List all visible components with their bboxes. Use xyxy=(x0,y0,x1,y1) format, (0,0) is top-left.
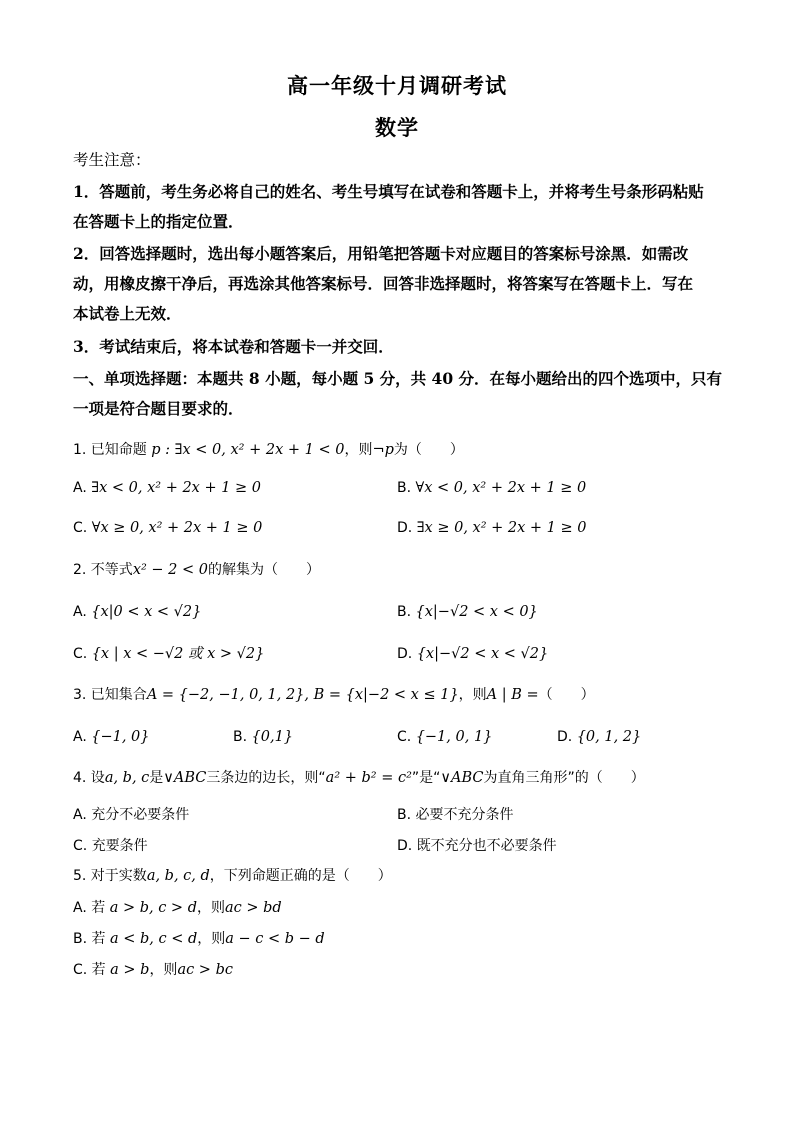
q3-stem-math: A = {−2, −1, 0, 1, 2}, B = {x|−2 < x ≤ 1} xyxy=(146,687,459,703)
option-label: D. xyxy=(397,838,413,854)
option-label: B. xyxy=(233,729,248,745)
option-math: ∃x < 0, x² + 2x + 1 ≥ 0 xyxy=(91,480,262,496)
section-1-heading-line-1: 一、单项选择题：本题共 8 小题，每小题 5 分，共 40 分．在每小题给出的四个选项中，只有 xyxy=(73,369,723,388)
option-label: B. xyxy=(397,604,412,620)
q5-stem-math: a, b, c, d xyxy=(146,868,210,884)
q1-stem-math-2: ¬p xyxy=(372,442,394,458)
option-math: {0, 1, 2} xyxy=(576,729,642,745)
option-math: ∀x ≥ 0, x² + 2x + 1 ≥ 0 xyxy=(91,520,263,536)
q1-stem xyxy=(73,440,464,460)
q4-stem xyxy=(73,768,645,788)
option-math-2: ac > bd xyxy=(224,900,282,916)
option-text: ，则 xyxy=(149,962,178,978)
option-math-2: ac > bc xyxy=(177,962,233,978)
q4-stem-text-5: 为直角三角形”的（ ） xyxy=(483,770,645,786)
instruction-1-line-1: 1．答题前，考生务必将自己的姓名、考生号填写在试卷和答题卡上，并将考生号条形码粘贴 xyxy=(73,182,704,201)
q4-stem-math-3: a² + b² = c² xyxy=(325,770,412,786)
option-label: B. xyxy=(397,807,412,823)
q1-stem-math: p : ∃x < 0, x² + 2x + 1 < 0 xyxy=(151,442,345,458)
instruction-2-line-1: 2．回答选择题时，选出每小题答案后，用铅笔把答题卡对应题目的答案标号涂黑．如需改 xyxy=(73,244,689,263)
q4-stem-text: 4. 设 xyxy=(73,770,105,786)
q3-stem-text-3: （ ） xyxy=(538,687,595,703)
option-math: a > b xyxy=(110,962,150,978)
option-label: B. xyxy=(397,480,412,496)
option-math: {0,1} xyxy=(251,729,294,745)
option-text: 充要条件 xyxy=(91,838,148,854)
q4-option-a xyxy=(73,805,189,825)
option-label: C. 若 xyxy=(73,962,106,978)
q4-option-c xyxy=(73,836,148,856)
q2-option-b xyxy=(397,602,538,622)
q3-option-b xyxy=(233,727,293,747)
q4-stem-math-2: ∨ABC xyxy=(163,770,207,786)
q4-option-b xyxy=(397,805,514,825)
option-math: a < b, c < d xyxy=(109,931,198,947)
q3-option-a xyxy=(73,727,150,747)
q3-option-c xyxy=(397,727,492,747)
instruction-1-line-2: 在答题卡上的指定位置． xyxy=(73,212,244,231)
option-label: A. xyxy=(73,729,87,745)
instruction-2-line-2: 动，用橡皮擦干净后，再选涂其他答案标号．回答非选择题时，将答案写在答题卡上．写在 xyxy=(73,274,694,293)
q3-stem-text: 3. 已知集合 xyxy=(73,687,147,703)
option-math: {x|−√2 < x < √2} xyxy=(416,646,549,662)
q2-option-c xyxy=(73,644,264,664)
option-label: A. 若 xyxy=(73,900,106,916)
q1-option-b xyxy=(397,478,586,498)
instruction-2-line-3: 本试卷上无效． xyxy=(73,304,182,323)
option-label: C. xyxy=(73,838,88,854)
option-math: {x|−√2 < x < 0} xyxy=(415,604,538,620)
q2-stem-text-2: 的解集为（ ） xyxy=(208,562,320,578)
q5-stem-text-2: ，下列命题正确的是（ ） xyxy=(209,868,392,884)
option-label: D. xyxy=(397,520,413,536)
q2-option-a xyxy=(73,602,201,622)
q5-option-c xyxy=(73,960,233,980)
q1-option-a xyxy=(73,478,261,498)
exam-title: 高一年级十月调研考试 xyxy=(287,73,507,98)
option-text: 既不充分也不必要条件 xyxy=(416,838,557,854)
q4-stem-math-4: ∨ABC xyxy=(440,770,484,786)
option-math: a > b, c > d xyxy=(109,900,197,916)
q5-option-b xyxy=(73,929,325,949)
q1-option-c xyxy=(73,518,262,538)
q1-stem-text-3: 为（ ） xyxy=(393,442,464,458)
option-label: C. xyxy=(397,729,412,745)
section-1-heading-line-2: 一项是符合题目要求的． xyxy=(73,399,244,418)
q2-stem-text: 2. 不等式 xyxy=(73,562,133,578)
option-text: ，则 xyxy=(196,900,225,916)
option-label: A. xyxy=(73,480,87,496)
q1-option-d xyxy=(397,518,587,538)
option-text: 充分不必要条件 xyxy=(91,807,190,823)
option-label: C. xyxy=(73,646,88,662)
option-math: ∃x ≥ 0, x² + 2x + 1 ≥ 0 xyxy=(416,520,587,536)
q4-stem-text-3: 三条边的边长，则“ xyxy=(206,770,326,786)
option-math-2: a − c < b − d xyxy=(225,931,325,947)
option-label: A. xyxy=(73,807,87,823)
q3-stem xyxy=(73,685,595,705)
exam-subject: 数学 xyxy=(375,115,419,140)
option-math: {x|0 < x < √2} xyxy=(91,604,202,620)
q3-stem-math-2: A | B = xyxy=(486,687,539,703)
option-math: ∀x < 0, x² + 2x + 1 ≥ 0 xyxy=(415,480,587,496)
q5-option-a xyxy=(73,898,282,918)
q1-stem-text-2: ，则 xyxy=(344,442,373,458)
q4-stem-text-2: 是 xyxy=(149,770,164,786)
option-math: {x | x < −√2 或 x > √2} xyxy=(91,646,265,662)
option-math: {−1, 0} xyxy=(91,729,150,745)
q5-stem-text: 5. 对于实数 xyxy=(73,868,147,884)
option-math: {−1, 0, 1} xyxy=(415,729,493,745)
option-label: C. xyxy=(73,520,88,536)
q5-stem xyxy=(73,866,392,886)
q3-option-d xyxy=(557,727,641,747)
option-label: B. 若 xyxy=(73,931,106,947)
option-label: D. xyxy=(557,729,573,745)
q2-option-d xyxy=(397,644,548,664)
instructions-heading: 考生注意： xyxy=(73,151,151,169)
q2-stem-math: x² − 2 < 0 xyxy=(132,562,208,578)
q4-stem-math: a, b, c xyxy=(104,770,150,786)
option-text: ，则 xyxy=(197,931,226,947)
q4-stem-text-4: ”是“ xyxy=(411,770,441,786)
instruction-3: 3．考试结束后，将本试卷和答题卡一并交回． xyxy=(73,337,394,356)
q2-stem xyxy=(73,560,320,580)
q4-option-d xyxy=(397,836,557,856)
q3-stem-text-2: ，则 xyxy=(458,687,487,703)
option-label: D. xyxy=(397,646,413,662)
option-text: 必要不充分条件 xyxy=(415,807,514,823)
option-label: A. xyxy=(73,604,87,620)
q1-stem-text: 1. 已知命题 xyxy=(73,442,147,458)
